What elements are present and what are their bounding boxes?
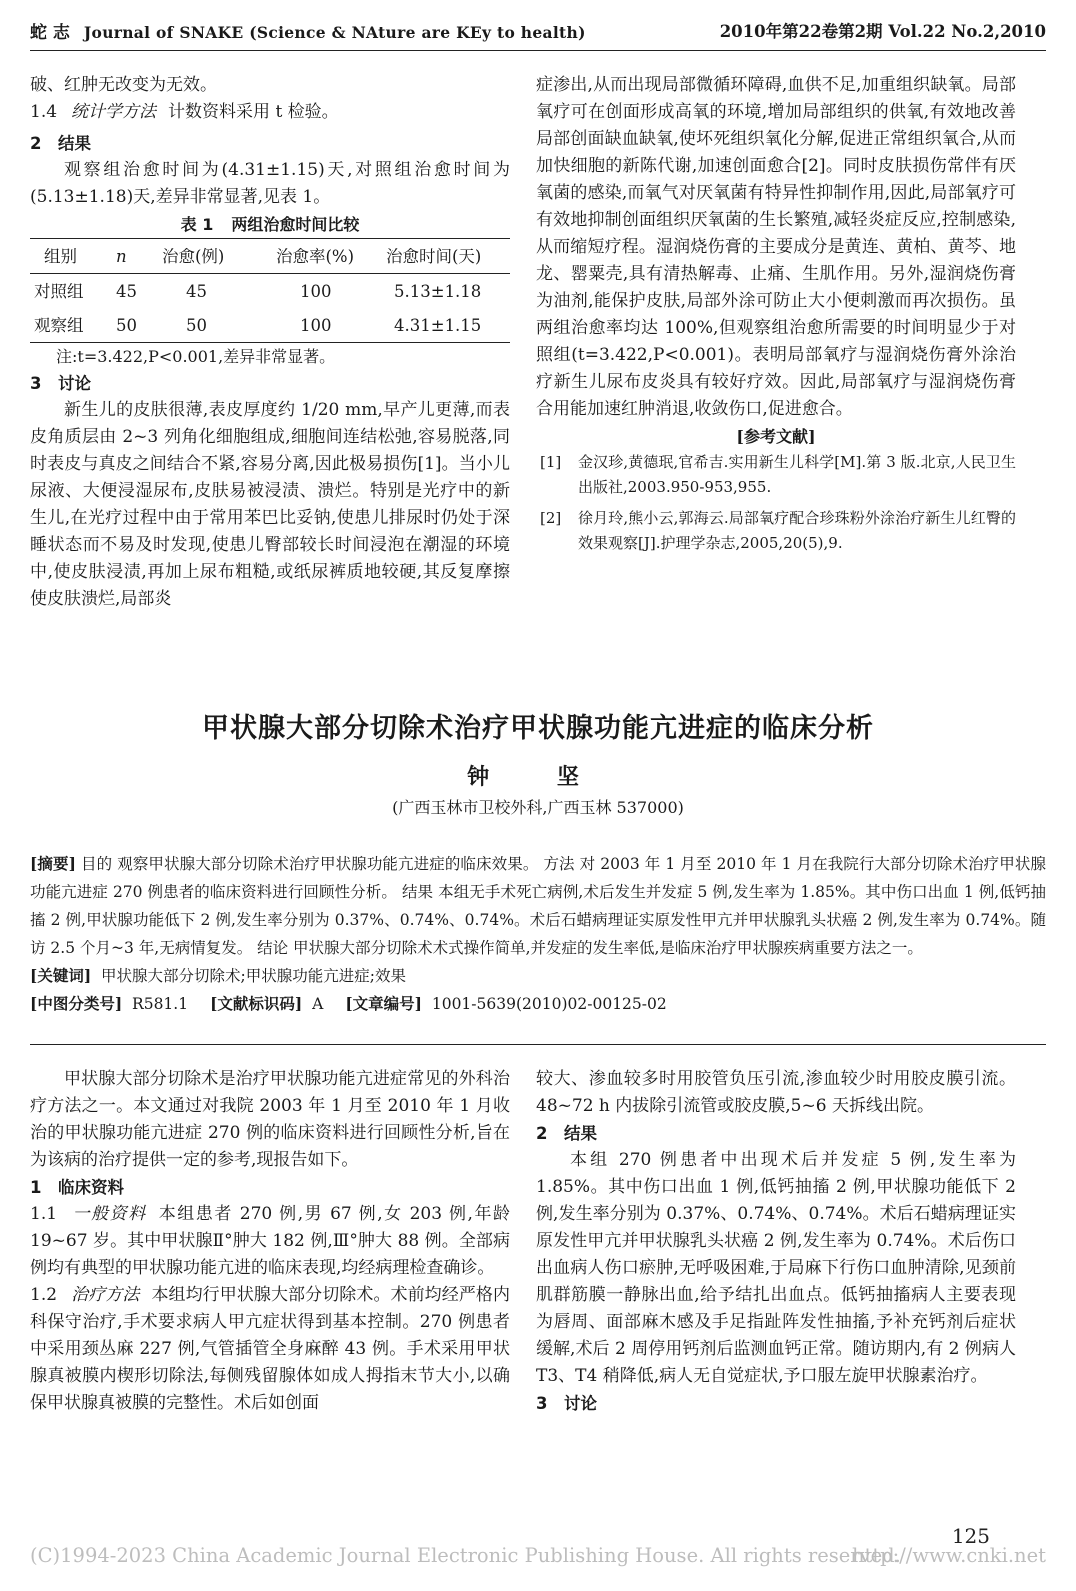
table-cell: 4.31±1.15 bbox=[386, 308, 510, 343]
paragraph: 观察组治愈时间为(4.31±1.15)天,对照组治愈时间为(5.13±1.18)天,差异非常显著,见表 1。 bbox=[30, 160, 510, 207]
author: 钟 坚 bbox=[467, 765, 609, 790]
issue-info: 2010年第22卷第2期 Vol.22 No.2,2010 bbox=[719, 22, 1046, 41]
section-1-1: 1.1 一般资料 本组患者 270 例,男 67 例,女 203 例,年龄 19~67 岁。其中甲状腺Ⅱ°肿大 182 例,Ⅲ°肿大 88 例。全部病例均有典型的甲状腺功能亢进的临床表现,均经病理检查确诊。 bbox=[30, 1204, 510, 1278]
table-cell: 45 bbox=[116, 281, 137, 301]
section-1-2: 1.2 治疗方法 本组均行甲状腺大部分切除术。术前均经严格内科保守治疗,手术要求病人甲亢症状得到基本控制。270 例患者中采用颈丛麻 227 例,气管插管全身麻醉 43 例。手术采用甲状腺真被膜内楔形切除法,每侧残留腺体如成人拇指末节大小,以确保甲状腺真被膜的完整性。术后如创面 bbox=[30, 1285, 510, 1413]
table-header-cell: 组别 bbox=[30, 239, 116, 274]
paragraph: 症渗出,从而出现局部微循环障碍,血供不足,加重组织缺氧。局部氧疗可在创面形成高氧的环境,增加局部组织的供氧,有效地改善局部创面缺血缺氧,使坏死组织氧化分解,促进正常组织氧合,从而加快细胞的新陈代谢,加速创面愈合[2]。同时皮肤损伤常伴有厌氧菌的感染,而氧气对厌氧菌有特异性抑制作用,因此,局部氧疗可有效地抑制创面组织厌氧菌的生长繁殖,减轻炎症反应,控制感染,从而缩短疗程。湿润烧伤膏的主要成分是黄连、黄柏、黄芩、地龙、罂粟壳,具有清热解毒、止痛、生肌作用。另外,湿润烧伤膏为油剂,能保护皮肤,局部外涂可防止大小便刺激而再次损伤。虽两组治愈率均达 100%,但观察组治愈所需要的时间明显少于对照组(t=3.422,P<0.001)。表明局部氧疗与湿润烧伤膏外涂治疗新生儿尿布皮炎具有较好疗效。因此,局部氧疗与湿润烧伤膏合用能加速红肿消退,收敛伤口,促进愈合。 bbox=[536, 75, 1016, 419]
reference-item: [2] 徐月玲,熊小云,郭海云.局部氧疗配合珍珠粉外涂治疗新生儿红臀的效果观察[J].护理学杂志,2005,20(5),9. bbox=[540, 509, 1016, 552]
page-number: 125 bbox=[951, 1524, 990, 1548]
table-row bbox=[30, 308, 510, 343]
section-heading-results: 2 结果 bbox=[30, 134, 91, 153]
table-row bbox=[30, 274, 510, 309]
table-cell: 100 bbox=[276, 308, 386, 343]
reference-item: [1] 金汉珍,黄德珉,官希吉.实用新生儿科学[M].第 3 版.北京,人民卫生出版社,2003.950-953,955. bbox=[540, 453, 1016, 496]
copyright-text: (C)1994-2023 China Academic Journal Electronic Publishing House. All rights reserved. bbox=[30, 1544, 901, 1567]
journal-name-en: Journal of SNAKE (Science & NAture are KEy to health) bbox=[83, 23, 586, 42]
table-cell: 观察组 bbox=[30, 308, 116, 343]
table-cell: 100 bbox=[300, 281, 332, 301]
section-1-4: 1.4 统计学方法 计数资料采用 t 检验。 bbox=[30, 102, 339, 122]
keywords: [关键词] 甲状腺大部分切除术;甲状腺功能亢进症;效果 bbox=[30, 966, 406, 985]
journal-name-cn: 蛇 志 bbox=[30, 23, 70, 43]
abstract-rule bbox=[30, 1044, 1046, 1045]
copyright-footer bbox=[30, 1544, 1046, 1567]
section-heading-clinical-data: 1 临床资料 bbox=[30, 1178, 124, 1197]
prev-article-right-column bbox=[536, 72, 1016, 556]
article-title: 甲状腺大部分切除术治疗甲状腺功能亢进症的临床分析 bbox=[202, 713, 874, 744]
table-cell: 50 bbox=[116, 308, 162, 343]
paragraph: 本组 270 例患者中出现术后并发症 5 例,发生率为 1.85%。其中伤口出血 1 例,低钙抽搐 2 例,甲状腺功能低下 2 例,发生率分别为 0.37%、0.74%、0.74%。术后石蜡病理证实原发性甲亢并甲状腺乳头状癌 2 例,发生率为 0.74%。术后伤口出血病人伤口瘀肿,无呼吸困难,于局麻下行伤口血肿清除,见颈前肌群筋膜一静脉出血,给予结扎出血点。低钙抽搐病人主要表现为唇周、面部麻木感及手足指趾阵发性抽搐,予补充钙剂后症状缓解,术后 2 周停用钙剂后监测血钙正常。随访期内,有 2 例病人 T3、T4 稍降低,病人无自觉症状,予口服左旋甲状腺素治疗。 bbox=[536, 1150, 1016, 1386]
paragraph: 破、红肿无改变为无效。 bbox=[30, 75, 217, 95]
table-cell: 5.13±1.18 bbox=[394, 281, 482, 301]
footer-url: http://www.cnki.net bbox=[851, 1544, 1046, 1567]
table-header-cell: 治愈时间(天) bbox=[386, 239, 510, 274]
table-header-row bbox=[30, 239, 510, 274]
table-header-cell: 治愈率(%) bbox=[276, 239, 386, 274]
paragraph: 新生儿的皮肤很薄,表皮厚度约 1/20 mm,早产儿更薄,而表皮角质层由 2~3 列角化细胞组成,细胞间连结松弛,容易脱落,同时表皮与真皮之间结合不紧,容易分离,因此极易损伤[1]。当小儿尿液、大便浸湿尿布,皮肤易被浸渍、溃烂。特别是光疗中的新生儿,在光疗过程中由于常用苯巴比妥钠,使患儿排尿时仍处于深睡状态而不易及时发现,使患儿臀部较长时间浸泡在潮湿的环境中,使皮肤浸渍,再加上尿布粗糙,或纸尿裤质地较硬,其反复摩擦使皮肤溃烂,局部炎 bbox=[30, 400, 510, 609]
paragraph: 较大、渗血较多时用胶管负压引流,渗血较少时用胶皮膜引流。48~72 h 内拔除引流管或胶皮膜,5~6 天拆线出院。 bbox=[536, 1069, 1016, 1116]
article-right-column bbox=[536, 1066, 1016, 1417]
article-left-column bbox=[30, 1066, 510, 1417]
table-header-cell: n bbox=[116, 239, 162, 274]
section-heading-discussion: 3 讨论 bbox=[30, 374, 91, 393]
paragraph: 甲状腺大部分切除术是治疗甲状腺功能亢进症常见的外科治疗方法之一。本文通过对我院 2003 年 1 月至 2010 年 1 月收治的甲状腺功能亢进症 270 例的临床资料进行回顾性分析,旨在为该病的治疗提供一定的参考,现报告如下。 bbox=[30, 1069, 510, 1170]
abstract-block bbox=[30, 850, 1046, 1018]
table-header-cell: 治愈(例) bbox=[162, 239, 276, 274]
prev-article-left-column bbox=[30, 72, 510, 613]
header-rule bbox=[30, 50, 1046, 51]
section-heading-results: 2 结果 bbox=[536, 1124, 597, 1143]
abstract: [摘要] 目的 观察甲状腺大部分切除术治疗甲状腺功能亢进症的临床效果。 方法 对 2003 年 1 月至 2010 年 1 月在我院行大部分切除术治疗甲状腺功能亢进症 270 例患者的临床资料进行回顾性分析。 结果 本组无手术死亡病例,术后发生并发症 5 例,发生率为 1.85%。其中伤口出血 1 例,低钙抽搐 2 例,甲状腺功能低下 2 例,发生率分别为 0.37%、0.74%、0.74%。术后石蜡病理证实原发性甲亢并甲状腺乳头状癌 2 例,发生率为 0.74%。随访 2.5 个月~3 年,无病情复发。 结论 甲状腺大部分切除术术式操作简单,并发症的发生率低,是临床治疗甲状腺疾病重要方法之一。 bbox=[30, 854, 1046, 957]
table-note: 注:t=3.422,P<0.001,差异非常显著。 bbox=[56, 347, 336, 366]
table-caption: 表 1 两组治愈时间比较 bbox=[180, 215, 360, 234]
running-header bbox=[30, 18, 1046, 44]
table-cell: 45 bbox=[186, 281, 207, 301]
section-heading-discussion: 3 讨论 bbox=[536, 1394, 597, 1413]
references-heading: [参考文献] bbox=[736, 427, 816, 446]
table-cell: 50 bbox=[162, 308, 276, 343]
comparison-table bbox=[30, 238, 510, 343]
affiliation: (广西玉林市卫校外科,广西玉林 537000) bbox=[392, 798, 684, 817]
classification-line: [中图分类号] R581.1 [文献标识码] A [文章编号] 1001-5639(2010)02-00125-02 bbox=[30, 994, 667, 1013]
table-cell: 对照组 bbox=[34, 281, 84, 301]
abstract-label: [摘要] bbox=[30, 854, 76, 873]
